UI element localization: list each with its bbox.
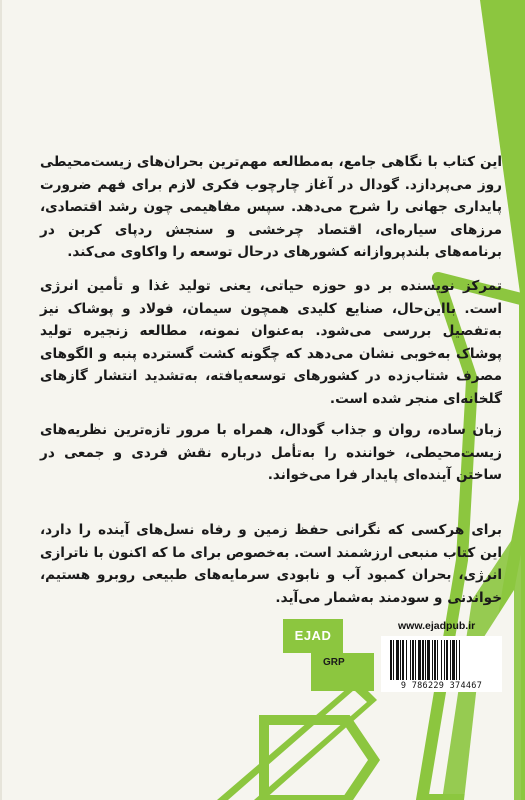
isbn-barcode [381, 636, 502, 692]
blurb-paragraph: تمرکز نویسنده بر دو حوزه حیاتی، یعنی تولید غذا و تأمین انرژی است. بااین‌حال، صنایع کلیدی همچون سیمان، فولاد و پوشاک نیز به‌تفصیل بررسی می‌شود. به‌عنوان نمونه، مطالعه زنجیره تولید پوشاک به‌خوبی نشان می‌دهد که چگونه کشت گسترده پنبه و الگوهای مصرف شتاب‌زده در کشورهای توسعه‌یافته، به‌تشدید انتشار گازهای گلخانه‌ای منجر شده است. [40, 278, 502, 407]
barcode-bar [415, 640, 416, 680]
barcode-bar [427, 640, 430, 680]
blurb-paragraph: این کتاب با نگاهی جامع، به‌مطالعه مهم‌ترین بحران‌های زیست‌محیطی روز می‌پردازد. گودال در آغاز چارچوب فکری لازم برای فهم ضرورت پایداری جهانی را شرح می‌دهد. سپس مفاهیمی چون رشد اقتصادی، مرزهای سیاره‌ای، اقتصاد چرخشی و سنجش ردپای کربن در برنامه‌های بلندپروازانه کشورهای درحال توسعه را واکاوی می‌کند. [40, 154, 502, 260]
barcode-bar [446, 640, 448, 680]
barcode-bar [456, 640, 457, 680]
barcode-bar [441, 640, 442, 680]
barcode-bar [425, 640, 426, 680]
blurb-paragraph: زبان ساده، روان و جذاب گودال، همراه با مرور تازه‌ترین نظریه‌های زیست‌محیطی، خواننده را به‌تأمل درباره نقش فردی و جمعی در ساختن آینده‌ای پایدار فرا می‌خواند. [40, 422, 502, 483]
barcode-bar [390, 640, 392, 680]
barcode-bar [410, 640, 411, 680]
publisher-website: www.ejadpub.ir [398, 620, 476, 632]
isbn-digits: 9 786229 374467 [400, 681, 483, 691]
barcode-bar [452, 640, 455, 680]
barcode-bar [422, 640, 424, 680]
barcode-bar [412, 640, 414, 680]
barcode-bars [389, 640, 494, 680]
barcode-bar [396, 640, 399, 680]
barcode-bar [444, 640, 445, 680]
barcode-bar [450, 640, 451, 680]
barcode-bar [434, 640, 436, 680]
publisher-logo [283, 619, 374, 691]
barcode-bar [418, 640, 421, 680]
barcode-bar [432, 640, 433, 680]
publisher-logo-ejad: EJAD [283, 619, 343, 653]
barcode-bar [406, 640, 407, 680]
blurb-paragraph: برای هرکسی که نگرانی حفظ زمین و رفاه نسل‌های آینده را دارد، این کتاب منبعی ارزشمند است. به‌خصوص برای ما که اکنون با ناترازی انرژی، بحران کمبود آب و نابودی سرمایه‌های طبیعی روبرو هستیم، خواندنی و سودمند به‌شمار می‌آید. [40, 522, 502, 606]
publisher-logo-grp: GRP [311, 653, 374, 691]
barcode-bar [437, 640, 438, 680]
barcode-bar [459, 640, 460, 680]
barcode-bar [393, 640, 394, 680]
barcode-bar [402, 640, 404, 680]
barcode-bar [400, 640, 401, 680]
